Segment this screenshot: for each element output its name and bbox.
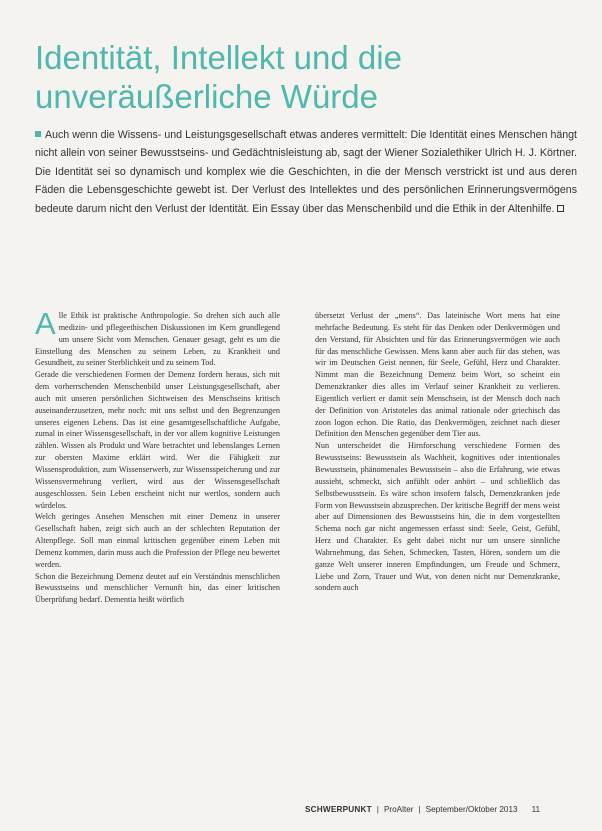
footer-issue: September/Oktober 2013 xyxy=(425,805,518,814)
drop-cap: A xyxy=(35,310,56,341)
end-square-icon xyxy=(557,205,564,212)
lead-paragraph xyxy=(35,126,577,218)
body-paragraph: Nun unterscheidet die Hirnforschung verschiedene Formen des Bewusstseins: Bewusstsein als Wachheit, kognitives oder intentionales Bewusstsein, phänomenales Bewusstsein – also die Erfahrung, wie etwas aussieht, schmeckt, sich anfühlt oder anhört – und schließlich das Selbstbewusstsein. Es wäre schon insofern falsch, Demenzkranken jede Form von Bewusstsein abzusprechen. Der kritische Begriff der mens weist aber auf Dimensionen des Bewusstseins hin, die in dem vorgestellten Schema noch gar nicht angemessen erfasst sind: Seele, Geist, Gefühl, Herz und Charakter. Es geht dabei nicht nur um unsere sinnliche Wahrnehmung, das Sehen, Schmecken, Tasten, Hören, sondern um die ganze Welt unserer inneren Empfindungen, um Freude und Schmerz, Liebe und Zorn, Trauer und Wut, von denen nicht nur Demenzkranke, sondern auch xyxy=(315,441,560,593)
body-paragraph: übersetzt Verlust der „mens“. Das lateinische Wort mens hat eine mehrfache Bedeutung. Es steht für das Denken oder Denkvermögen und den Verstand, für Absichten und für das Erinnerungsvermögen wie auch für das menschliche Gewissen. Mens kann aber auch für das stehen, was wir im Deutschen Geist nennen, für Seele, Gefühl, Herz und Charakter. Nimmt man die Bezeichnung Demenz beim Wort, so scheint ein Demenzkranker dies alles im Verlauf seiner Krankheit zu verlieren. Eigentlich verliert er damit sein Menschsein, ist der Mensch doch nach der Definition von Aristoteles das animal rationale oder griechisch das zoon logon echon. Die Ratio, das Denkvermögen, zeichnet nach dieser Definition den Menschen gegenüber dem Tier aus. xyxy=(315,311,560,439)
page-number: 11 xyxy=(531,805,541,814)
body-paragraph: Welch geringes Ansehen Menschen mit einer Demenz in unserer Gesellschaft haben, zeigt sich auch an der schlechten Reputation der Altenpflege. Soll man einmal kritischen gegenüber einem Leben mit Demenz kommen, darin muss auch die Profession der Pflege neu bewertet werden. xyxy=(35,512,280,569)
article-title: Identität, Intellekt und die unveräußerliche Würde xyxy=(35,39,402,115)
body-column-right xyxy=(315,310,560,788)
footer-divider: | xyxy=(418,805,421,814)
lead-text: Auch wenn die Wissens- und Leistungsgesellschaft etwas anderes vermittelt: Die Identität eines Menschen hängt nicht allein von seiner Bewusstseins- und Gedächtnisleistung ab, sagt der Wiener Sozialethiker Ulrich H. J. Körtner. Die Identität sei so dynamisch und komplex wie die Geschichten, in die der Mensch verstrickt ist und aus deren Fäden die Lebensgeschichte gewebt ist. Der Verlust des Intellektes und des persönlichen Erinnerungsvermögens bedeute darum nicht den Verlust der Identität. Ein Essay über das Menschenbild und die Ethik in der Altenhilfe. xyxy=(35,129,577,215)
footer-section: SCHWERPUNKT xyxy=(305,805,372,814)
body-column-left xyxy=(35,310,280,788)
body-paragraph: Schon die Bezeichnung Demenz deutet auf ein Verständnis menschlichen Bewusstseins und menschlicher Vernunft hin, das einer kritischen Überprüfung bedarf. Dementia heißt wörtlich xyxy=(35,571,280,605)
body-paragraph: Gerade die verschiedenen Formen der Demenz fordern heraus, sich mit dem vorherrschenden Menschenbild unser Leistungsgesellschaft, aber auch mit unseren persönlichen Sichtweisen des Menschseins kritisch auseinanderzusetzen, mehr noch: mit uns selbst und den Begrenzungen unseres eigenen Lebens. Das ist eine gesamtgesellschaftliche Aufgabe, zumal in einer Wissensgesellschaft, in der vor allem kognitive Leistungen zählen. Wissen als Produkt und Ware betrachtet und lebenslanges Lernen zur obersten Maxime erklärt wird. Wer die Fähigkeit zur Wissensproduktion, zum Wissenserwerb, zur Wissensspeicherung und zur Wissensvermehrung verliert, wird aus der Wissensgesellschaft ausgeschlossen. Sein Leben erscheint nicht nur wertlos, sondern auch würdelos. xyxy=(35,370,280,510)
square-bullet-icon xyxy=(35,131,41,137)
body-paragraph: lle Ethik ist praktische Anthropologie. So drehen sich auch alle medizin- und pflegeethischen Diskussionen im Kern grundlegend um unsere Sicht vom Menschen. Genauer gesagt, geht es um die Einstellung des Menschen zu seinem Leben, zu Krankheit und Gesundheit, zu seiner Sterblichkeit und zu seinem Tod. xyxy=(35,311,280,368)
footer-divider: | xyxy=(376,805,379,814)
footer-magazine: ProAlter xyxy=(383,805,414,814)
page-footer xyxy=(305,805,540,814)
